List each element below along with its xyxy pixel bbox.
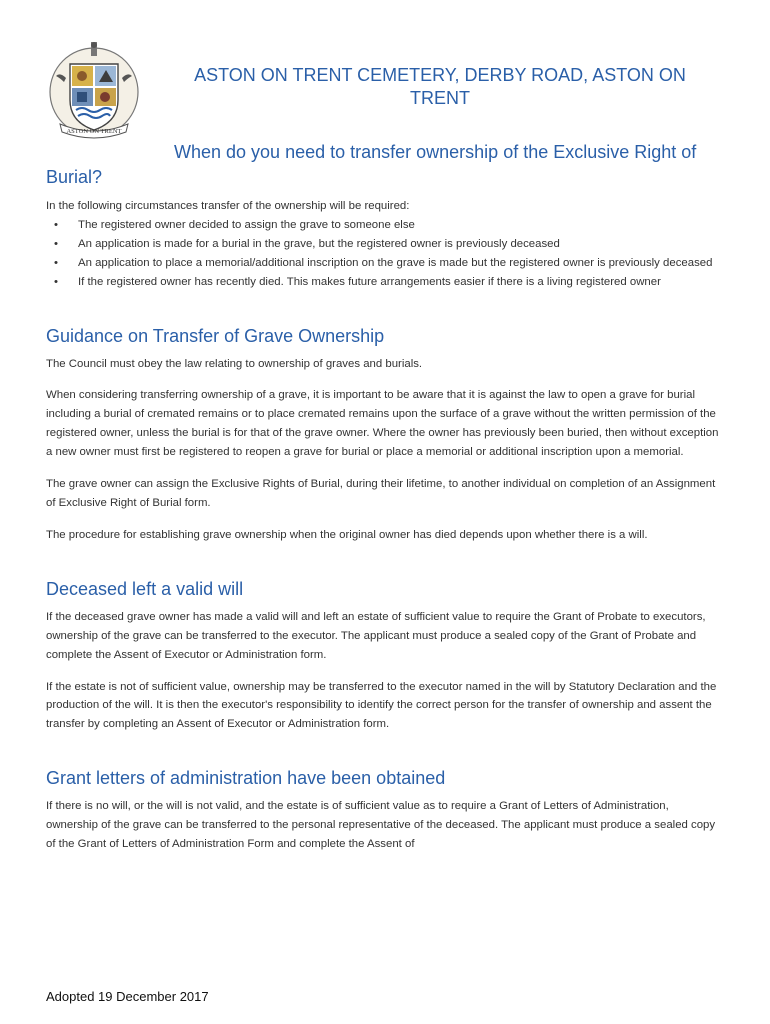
paragraph: If the estate is not of sufficient value, ownership may be transferred to the executor named in the will by Statutory Declaration and the production of the will. It is then the executor's responsibility to identify the correct person for the transfer of ownership and assent the transfer by completing an Assent of Executor or Administration form. <box>46 680 717 731</box>
paragraph: The Council must obey the law relating to ownership of graves and burials. <box>46 357 423 370</box>
list-item: • If the registered owner has recently died. This makes future arrangements easier if there is a living registered owner <box>46 273 722 292</box>
section-heading-valid-will: Deceased left a valid will <box>46 578 244 599</box>
parish-crest-logo <box>46 42 142 140</box>
paragraph: The grave owner can assign the Exclusive Rights of Burial, during their lifetime, to another individual on completion of an Assignment of Exclusive Right of Burial form. <box>46 478 716 509</box>
section-heading-guidance: Guidance on Transfer of Grave Ownership <box>46 325 385 346</box>
footer-adopted-date: Adopted 19 December 2017 <box>46 989 209 1004</box>
paragraph: If the deceased grave owner has made a valid will and left an estate of sufficient value to require the Grant of Probate to executors, ownership of the grave can be transferred to the executor. The applicant must produce a sealed copy of the Grant of Probate and complete the Assent of Executor or Administration form. <box>46 610 706 661</box>
list-item: • The registered owner decided to assign the grave to someone else <box>46 216 722 235</box>
list-item: • An application is made for a burial in the grave, but the registered owner is previously deceased <box>46 235 722 254</box>
section1-intro: In the following circumstances transfer of the ownership will be required: <box>46 200 410 212</box>
paragraph: If there is no will, or the will is not valid, and the estate is of sufficient value as to require a Grant of Letters of Administration, ownership of the grave can be transferred to the personal representative of the deceased. The applicant must produce a sealed copy of the Grant of Letters of Administration Form and complete the Assent of <box>46 800 716 851</box>
section-heading-letters-administration: Grant letters of administration have been obtained <box>46 768 446 789</box>
paragraph: When considering transferring ownership of a grave, it is important to be aware that it is against the law to open a grave for burial including a burial of cremated remains or to place cremated remains upon the surface of a grave without the written permission of the registered owner, unless the burial is for that of the grave owner. Where the owner has previously been buried, then without exception a new owner must first be registered to reopen a grave for burial or place a memorial or additional inscription upon a memorial. <box>46 389 719 459</box>
document-body <box>46 197 722 854</box>
section-heading-transfer-when: When do you need to transfer ownership of the Exclusive Right of Burial? <box>46 142 697 187</box>
list-item: • An application to place a memorial/additional inscription on the grave is made but the registered owner is previously deceased <box>46 254 722 273</box>
paragraph: The procedure for establishing grave ownership when the original owner has died depends upon whether there is a will. <box>46 528 648 541</box>
page-title: ASTON ON TRENT CEMETERY, DERBY ROAD, ASTON ON TRENT <box>194 65 686 108</box>
circumstances-list <box>46 216 722 292</box>
crest-motto: ASTON ON TRENT <box>66 128 122 135</box>
